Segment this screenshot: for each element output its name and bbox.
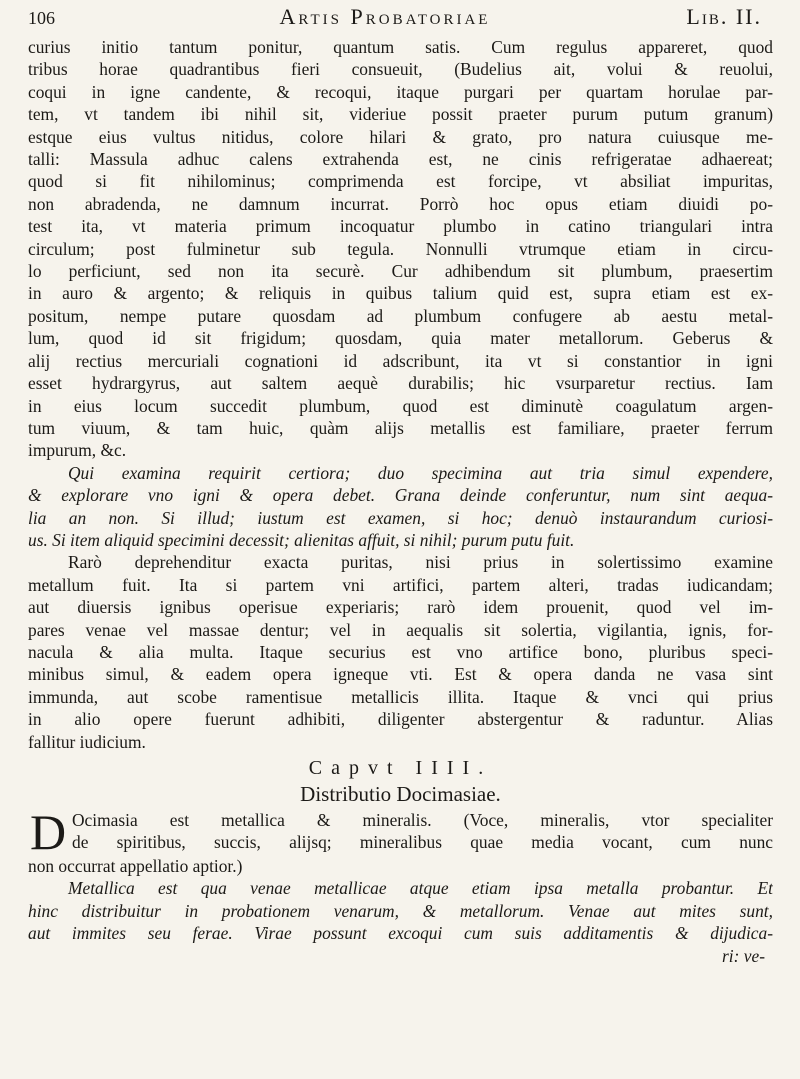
body-text — [28, 36, 773, 967]
text-line: esset hydrargyrus, aut saltem aequè durabilis; hic vsurparetur rectius. Iam — [28, 373, 773, 394]
catchword: ri: ve- — [722, 945, 765, 966]
text-line: hinc distribuitur in probationem venarum, & metallorum. Venae aut mites sunt, — [28, 900, 773, 921]
text-line: estque eius vultus nitidus, colore hilari & grato, pro natura cuiusque me- — [28, 126, 773, 147]
text-line: quod si fit nihilominus; comprimenda est forcipe, vt absiliat impuritas, — [28, 171, 773, 192]
text-line: pares venae vel massae dentur; vel in aequalis sit solertia, vigilantia, ignis, for- — [28, 619, 773, 640]
page-number: 106 — [28, 8, 55, 28]
paragraph-3 — [28, 551, 773, 753]
text-line: immunda, aut scobe ramentisue metallicis illita. Itaque & vnci qui prius — [28, 686, 773, 707]
text-line: lia an non. Si illud; iustum est examen, si hoc; denuò instaurandum curiosi- — [28, 507, 773, 528]
text-line: Ocimasia est metallica & mineralis. (Voce, mineralis, vtor specialiter — [72, 810, 773, 830]
text-line: impurum, &c. — [28, 440, 127, 461]
text-line: us. Si item aliquid specimini decessit; alienitas affuit, si nihil; purum putu fuit. — [28, 529, 575, 550]
text-line: tribus horae quadrantibus fieri consueuit, (Budelius ait, volui & reuolui, — [28, 59, 773, 80]
text-line: alij rectius mercuriali cognationi id adscribunt, ita vt si constantior in igni — [28, 350, 773, 371]
text-line: tum viuum, & tam huic, quàm alijs metallis est familiare, praeter ferrum — [28, 417, 773, 438]
text-line: Qui examina requirit certiora; duo specimina aut tria simul expendere, — [68, 462, 773, 483]
text-line: de spiritibus, succis, alijsq; mineralibus quae media vocant, cum nunc — [72, 832, 773, 853]
text-line: & explorare vno igni & opera debet. Grana deinde conferuntur, num sint aequa- — [28, 485, 773, 506]
text-line: aut diuersis ignibus operisue experiaris; rarò idem prouenit, quod vel im- — [28, 597, 773, 618]
text-line: talli: Massula adhuc calens extrahenda est, ne cinis refrigeratae adhaereat; — [28, 149, 773, 170]
text-line: lo perficiunt, sed non ita securè. Cur adhibendum sit plumbum, praesertim — [28, 261, 773, 282]
text-line: positum, nempe putare quosdam ad plumbum confugere ab aestu metal- — [28, 305, 773, 326]
text-line: curius initio tantum ponitur, quantum satis. Cum regulus appareret, quod — [28, 37, 773, 57]
book-label: Lib. II. — [686, 4, 762, 29]
text-line: circulum; post fulminetur sub tegula. Nonnulli vtrumque etiam in circu- — [28, 238, 773, 259]
text-line: fallitur iudicium. — [28, 731, 146, 752]
text-line: Rarò deprehenditur exacta puritas, nisi prius in solertissimo examine — [68, 552, 773, 573]
running-title: Artis Probatoriae — [279, 4, 491, 29]
text-line: nacula & alia multa. Itaque securius est vno artifice bono, pluribus speci- — [28, 641, 773, 662]
drop-cap: D — [29, 804, 67, 860]
text-line: tem, vt tandem ibi nihil sit, videriue possit praeter purum putum granum) — [28, 104, 773, 125]
text-line: non abradenda, ne damnum incurrat. Porrò hoc opus etiam diuidi po- — [28, 193, 773, 214]
text-line: in alio opere fuerunt adhibiti, diligenter abstergentur & raduntur. Alias — [28, 709, 773, 730]
text-line: coqui in igne candente, & recoqui, itaque purgari per quartam horulae par- — [28, 81, 773, 102]
text-line: in eius locum succedit plumbum, quod est diminutè coagulatum argen- — [28, 395, 773, 416]
chapter-title: Distributio Docimasiae. — [300, 782, 501, 806]
text-line: lum, quod id sit frigidum; quosdam, quia mater metallorum. Geberus & — [28, 328, 773, 349]
text-line: Metallica est qua venae metallicae atque etiam ipsa metalla probantur. Et — [68, 878, 773, 899]
paragraph-2 — [28, 462, 773, 552]
text-line: test ita, vt materia primum incoquatur plumbo in catino triangulari intra — [28, 216, 773, 237]
text-line: metallum fuit. Ita si partem vni artifici, partem alteri, tradas iudicandam; — [28, 574, 773, 595]
chapter-label: Capvt IIII. — [308, 757, 493, 779]
paragraph-1 — [28, 36, 773, 462]
text-line: non occurrat appellatio aptior.) — [28, 856, 243, 876]
text-line: aut immites seu ferae. Virae possunt excoqui cum suis additamentis & dijudica- — [28, 923, 773, 944]
paragraph-4 — [28, 804, 773, 877]
text-line: minibus simul, & eadem opera igneque vti. Est & opera danda ne vasa sint — [28, 664, 773, 685]
text-line: in auro & argento; & reliquis in quibus talium quid est, supra etiam est ex- — [28, 283, 773, 304]
running-head — [28, 4, 762, 36]
paragraph-5 — [28, 877, 773, 944]
